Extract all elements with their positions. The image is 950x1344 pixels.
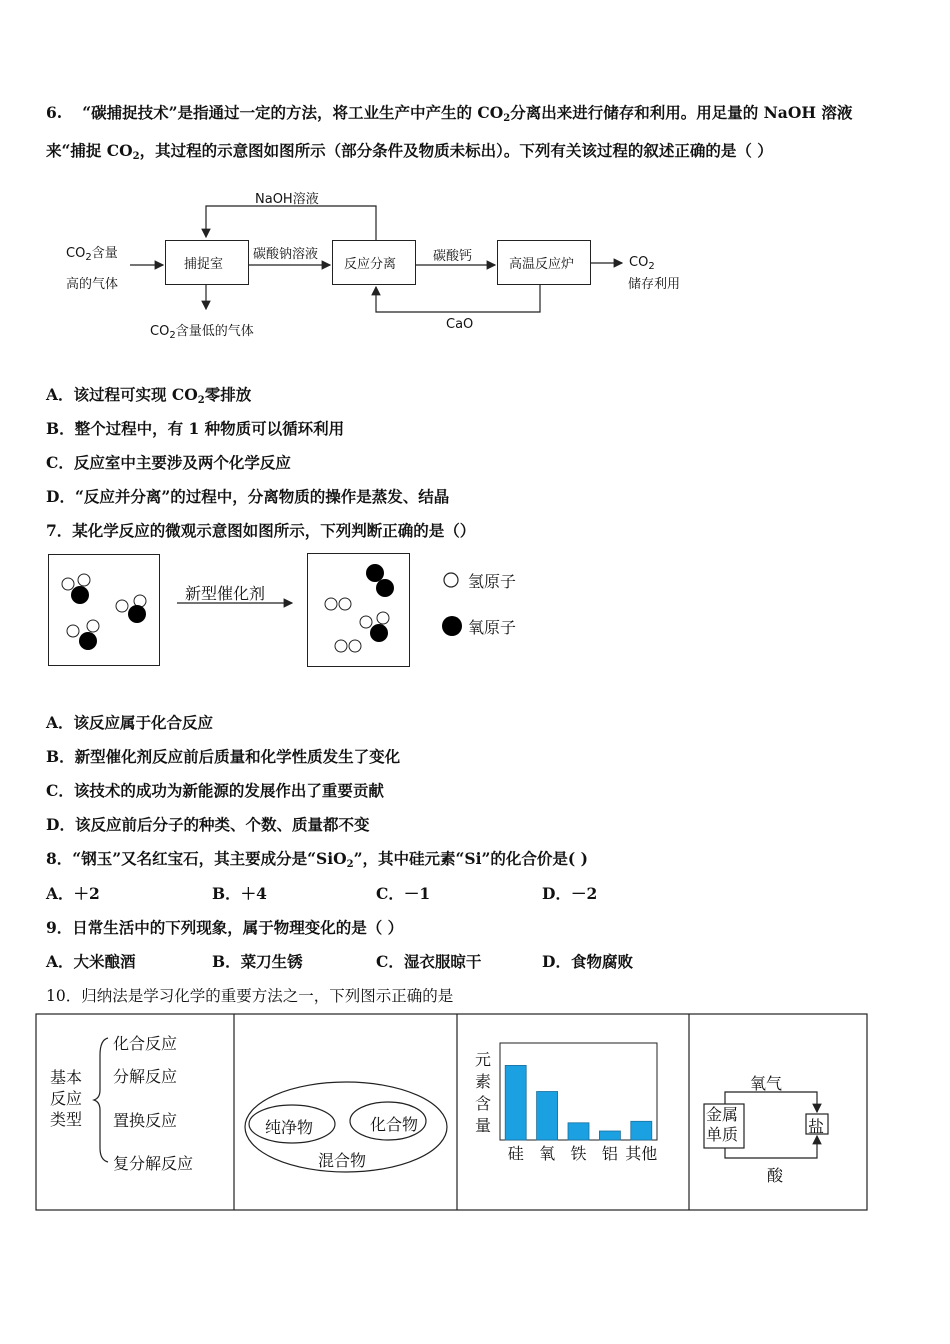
x-tick-label: 硅 bbox=[507, 1144, 524, 1163]
q8-stem: 8．“钢玉”又名红宝石，其主要成分是“SiO$_2$”，其中硅元素“Si”的化合价是( ) bbox=[46, 849, 588, 870]
low-gas-label: $CO_2$含量低的气体 bbox=[150, 324, 254, 341]
compound-label: 化合物 bbox=[370, 1115, 419, 1134]
naoh-loop-label: NaOH溶液 bbox=[255, 192, 319, 207]
q7-option-d[interactable]: D．该反应前后分子的种类、个数、质量都不变 bbox=[46, 815, 370, 834]
legend-hydrogen-label: 氢原子 bbox=[468, 572, 517, 591]
q8-option-c[interactable]: C．－1 bbox=[376, 884, 431, 903]
metal-element-label: 金属 单质 bbox=[706, 1105, 739, 1144]
q7-option-b[interactable]: B．新型催化剂反应前后质量和化学性质发生了变化 bbox=[46, 747, 401, 766]
q8-option-d[interactable]: D．－2 bbox=[542, 884, 598, 903]
input-gas-label-line2: 高的气体 bbox=[66, 277, 119, 292]
co2-output-label-line2: 储存利用 bbox=[628, 277, 681, 292]
reactants-box bbox=[48, 554, 160, 666]
x-tick-label: 铁 bbox=[570, 1144, 587, 1163]
q6-option-b[interactable]: B．整个过程中，有 1 种物质可以循环利用 bbox=[46, 419, 345, 438]
x-tick-label: 铝 bbox=[601, 1144, 618, 1163]
bar-0 bbox=[505, 1065, 526, 1140]
q10-stem: 10．归纳法是学习化学的重要方法之一，下列图示正确的是 bbox=[46, 987, 454, 1005]
q6-stem-line1: 6. “碳捕捉技术”是指通过一定的方法，将工业生产中产生的 $CO_2$分离出来进行储存和利用。用足量的 NaOH 溶液 bbox=[46, 103, 853, 124]
q6-option-d[interactable]: D．“反应并分离”的过程中，分离物质的操作是蒸发、结晶 bbox=[46, 487, 450, 506]
q6-stem-line2: 来“捕捉 $CO_2$，其过程的示意图如图所示（部分条件及物质未标出）。下列有关该过程的叙述正确的是（ ） bbox=[46, 141, 773, 162]
bar-4 bbox=[631, 1121, 652, 1140]
catalyst-label: 新型催化剂 bbox=[185, 584, 266, 603]
q7-option-c[interactable]: C．该技术的成功为新能源的发展作出了重要贡献 bbox=[46, 781, 384, 800]
bar-3 bbox=[599, 1131, 620, 1140]
capture-chamber-label: 捕捉室 bbox=[184, 257, 224, 272]
q9-option-c[interactable]: C．湿衣服晾干 bbox=[376, 952, 482, 971]
input-gas-label: $CO_2$含量 bbox=[66, 246, 118, 263]
x-tick-label: 其他 bbox=[625, 1144, 658, 1163]
co2-output-label: $CO_2$ bbox=[629, 255, 655, 272]
legend-oxygen-label: 氧原子 bbox=[468, 618, 517, 637]
bar-1 bbox=[537, 1092, 558, 1141]
chart-ylabel: 元 素 含 量 bbox=[475, 1050, 492, 1135]
pure-substance-label: 纯净物 bbox=[265, 1118, 314, 1137]
q8-option-a[interactable]: A．＋2 bbox=[46, 884, 100, 903]
brace-icon bbox=[94, 1038, 108, 1162]
q6-option-c[interactable]: C．反应室中主要涉及两个化学反应 bbox=[46, 453, 291, 472]
mixture-label: 混合物 bbox=[318, 1151, 367, 1170]
hydrogen-atom-icon bbox=[444, 573, 458, 587]
q7-stem: 7．某化学反应的微观示意图如图所示，下列判断正确的是（） bbox=[46, 521, 476, 540]
furnace-label: 高温反应炉 bbox=[509, 257, 575, 272]
sodium-carbonate-label: 碳酸钠溶液 bbox=[253, 247, 319, 262]
salt-label: 盐 bbox=[808, 1117, 825, 1136]
q8-option-b[interactable]: B．＋4 bbox=[212, 884, 267, 903]
x-tick-label: 氧 bbox=[539, 1144, 556, 1163]
chart-frame bbox=[500, 1043, 657, 1140]
q9-option-a[interactable]: A．大米酿酒 bbox=[46, 952, 136, 971]
q6-number: 6. bbox=[46, 103, 63, 122]
reaction-type-item: 分解反应 bbox=[113, 1067, 178, 1086]
q7-option-a[interactable]: A．该反应属于化合反应 bbox=[46, 713, 214, 732]
cao-loop-label: CaO bbox=[446, 317, 474, 332]
products-box bbox=[307, 553, 410, 667]
reaction-type-item: 化合反应 bbox=[113, 1034, 178, 1053]
q9-stem: 9．日常生活中的下列现象，属于物理变化的是（ ） bbox=[46, 918, 404, 937]
reaction-type-item: 复分解反应 bbox=[113, 1154, 194, 1173]
reaction-separation-label: 反应分离 bbox=[344, 257, 397, 272]
oxygen-label: 氧气 bbox=[750, 1074, 783, 1093]
acid-label: 酸 bbox=[767, 1166, 784, 1185]
oxygen-atom-icon bbox=[442, 616, 462, 636]
bar-2 bbox=[568, 1123, 589, 1140]
reaction-type-item: 置换反应 bbox=[113, 1111, 178, 1130]
q6-option-a[interactable]: A．该过程可实现 $CO_2$零排放 bbox=[46, 385, 252, 406]
calcium-carbonate-label: 碳酸钙 bbox=[433, 249, 473, 264]
q9-option-b[interactable]: B．菜刀生锈 bbox=[212, 952, 303, 971]
basic-reaction-types-title: 基本 反应 类型 bbox=[50, 1068, 83, 1129]
q9-option-d[interactable]: D．食物腐败 bbox=[542, 952, 633, 971]
